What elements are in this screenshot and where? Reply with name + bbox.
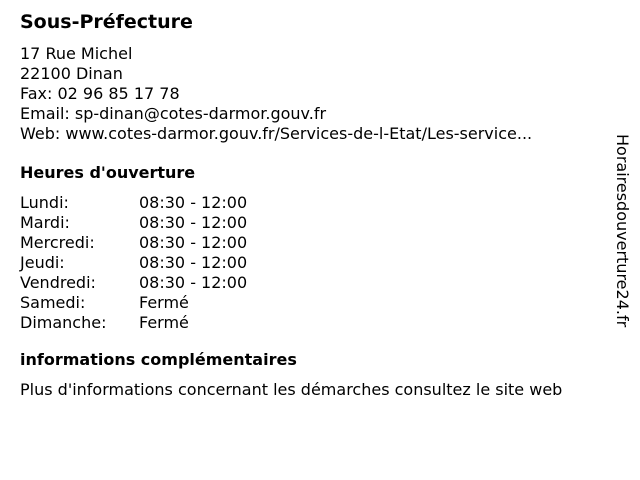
address-block	[20, 44, 605, 144]
day-label: Vendredi:	[20, 273, 96, 292]
day-label: Mardi:	[20, 213, 70, 232]
time-value: 08:30 - 12:00	[139, 273, 248, 292]
info-text: Plus d'informations concernant les démarches consultez le site web	[20, 380, 563, 399]
street-address: 17 Rue Michel	[20, 44, 133, 63]
time-value: Fermé	[139, 313, 189, 332]
hours-row-monday	[20, 193, 605, 213]
hours-row-sunday	[20, 313, 605, 333]
hours-row-saturday	[20, 293, 605, 313]
hours-row-wednesday	[20, 233, 605, 253]
page-title: Sous-Préfecture	[20, 11, 193, 33]
page-content	[20, 10, 605, 400]
time-value: 08:30 - 12:00	[139, 193, 248, 212]
hours-row-tuesday	[20, 213, 605, 233]
day-label: Jeudi:	[20, 253, 65, 272]
day-label: Dimanche:	[20, 313, 107, 332]
email-address[interactable]: Email: sp-dinan@cotes-darmor.gouv.fr	[20, 104, 327, 123]
day-label: Mercredi:	[20, 233, 95, 252]
hours-table	[20, 193, 605, 333]
day-label: Lundi:	[20, 193, 69, 212]
hours-row-friday	[20, 273, 605, 293]
city-postcode: 22100 Dinan	[20, 64, 123, 83]
time-value: 08:30 - 12:00	[139, 213, 248, 232]
fax-number: Fax: 02 96 85 17 78	[20, 84, 180, 103]
time-value: 08:30 - 12:00	[139, 233, 248, 252]
website-link[interactable]: Web: www.cotes-darmor.gouv.fr/Services-de-l-Etat/Les-service...	[20, 124, 533, 143]
site-watermark: Horairesdouverture24.fr	[613, 134, 632, 328]
hours-row-thursday	[20, 253, 605, 273]
hours-heading: Heures d'ouverture	[20, 163, 196, 182]
info-heading: informations complémentaires	[20, 350, 297, 369]
time-value: 08:30 - 12:00	[139, 253, 248, 272]
time-value: Fermé	[139, 293, 189, 312]
day-label: Samedi:	[20, 293, 86, 312]
